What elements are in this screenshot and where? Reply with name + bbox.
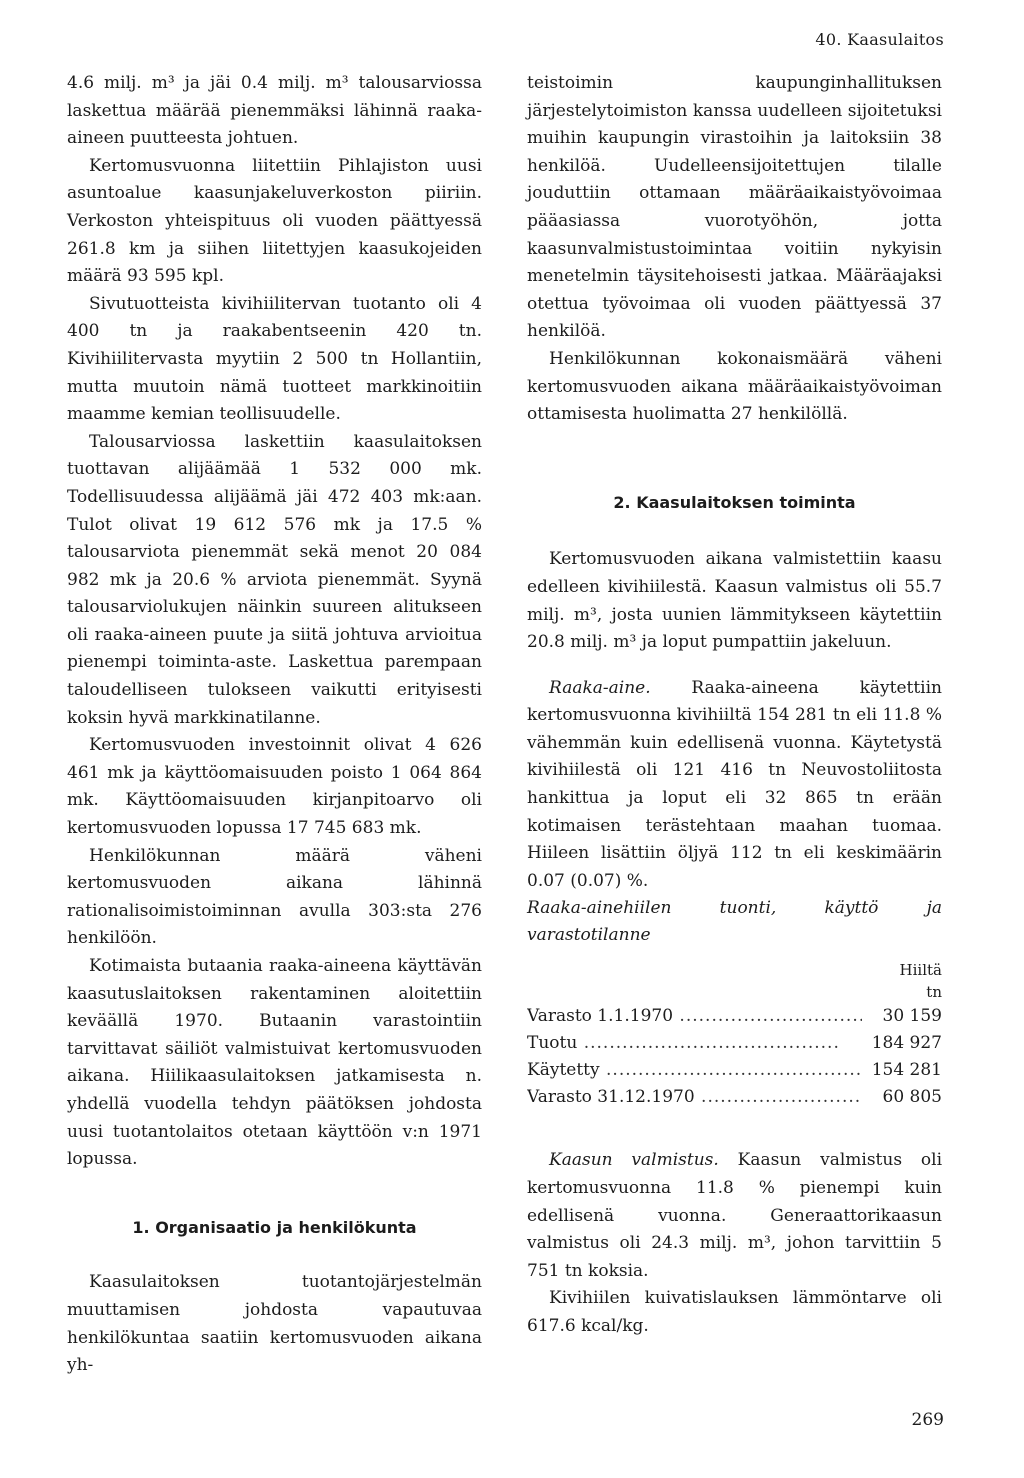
paragraph: Kertomusvuoden aikana valmistettiin kaasu edelleen kivihiilestä. Kaasun valmistus oli 55.7 milj. m³, josta uunien lämmitykseen käytettiin 20.8 milj. m³ ja loput pumpattiin jakeluun. — [527, 549, 942, 653]
row-label: Käytetty ..... — [527, 1057, 862, 1084]
row-label: Tuotu ..... — [527, 1030, 862, 1057]
paragraph: Talousarviossa laskettiin kaasulaitoksen tuottavan alijäämää 1 532 000 mk. Todellisuudessa alijäämä jäi 472 403 mk:aan. Tulot olivat 19 612 576 mk ja 17.5 % talousarviota pienemmät sekä menot 20 084 982 mk ja 20.6 % arviota pienemmät. Syynä talousarviolukujen näinkin suureen alitukseen oli raaka-aineen puute ja siitä johtuva arvioitua pienempi toiminta-aste. Laskettua parempaan taloudelliseen tulokseen vaikutti erityisesti koksin hyvä markkinatilanne. — [67, 431, 482, 728]
row-value: 30 159 — [882, 1006, 942, 1027]
running-header: 40. Kaasulaitos — [815, 30, 944, 49]
left-column — [67, 70, 482, 1380]
row-value: 184 927 — [871, 1033, 942, 1054]
gas-production-text: Kaasun valmistus oli kertomusvuonna 11.8 % pienempi kuin edellisenä vuonna. Generaattorikaasun valmistus oli 24.3 milj. m³, johon tarvittiin 5 751 tn koksia. — [527, 1150, 942, 1281]
right-column — [527, 70, 942, 1341]
page-number: 269 — [911, 1410, 944, 1430]
paragraph: Kivihiilen kuivatislauksen lämmöntarve oli 617.6 kcal/kg. — [527, 1288, 942, 1336]
column-header-line1: Hiiltä — [899, 961, 942, 980]
paragraph: Kaasulaitoksen tuotantojärjestelmän muuttamisen johdosta vapautuvaa henkilökuntaa saatiin kertomusvuoden aikana yh- — [67, 1272, 482, 1376]
row-value: 60 805 — [882, 1087, 942, 1108]
paragraph: Henkilökunnan määrä väheni kertomusvuoden aikana lähinnä rationalisoimistoiminnan avulla 303:sta 276 henkilöön. — [67, 845, 482, 949]
table-caption: Raaka-ainehiilen tuonti, käyttö ja varastotilanne — [527, 898, 942, 946]
column-header-line2: tn — [926, 983, 942, 1002]
row-value: 154 281 — [871, 1060, 942, 1081]
table-row — [527, 1084, 942, 1111]
row-label: Varasto 31.12.1970 ..... — [527, 1084, 862, 1111]
paragraph: Sivutuotteista kivihiilitervan tuotanto oli 4 400 tn ja raakabentseenin 420 tn. Kivihiilitervasta myytiin 2 500 tn Hollantiin, mutta muutoin nämä tuotteet markkinoitiin maamme kemian teollisuudelle. — [67, 293, 482, 425]
paragraph: Henkilökunnan kokonaismäärä väheni kertomusvuoden aikana määräaikaistyövoiman ottamisesta huolimatta 27 henkilöllä. — [527, 348, 942, 425]
paragraph: Kotimaista butaania raaka-aineena käyttävän kaasutuslaitoksen rakentaminen aloitettiin keväällä 1970. Butaanin varastointiin tarvittavat säiliöt valmistuivat kertomusvuoden aikana. Hiilikaasulaitoksen jatkamisesta n. yhdellä vuodella tehdyn päätöksen johdosta uusi tuotantolaitos otetaan käyttöön v:n 1971 lopussa. — [67, 956, 482, 1170]
raw-material-paragraph — [527, 675, 942, 896]
raw-material-text: Raaka-aineena käytettiin kertomusvuonna kivihiiltä 154 281 tn eli 11.8 % vähemmän kuin edellisenä vuonna. Käytetystä kivihiilestä oli 121 416 tn Neuvostoliitosta hankittua ja loput eli 32 865 tn erään kotimaisen terästehtaan maahan tuomaa. Hiileen lisättiin öljyä 112 tn eli keskimäärin 0.07 (0.07) %. — [527, 677, 942, 891]
paragraph: Kertomusvuonna liitettiin Pihlajiston uusi asuntoalue kaasunjakeluverkoston piiriin. Verkoston yhteispituus oli vuoden päättyessä 261.8 km ja siihen liitettyjen kaasukojeiden määrä 93 595 kpl. — [67, 155, 482, 287]
gas-production-lead: Kaasun valmistus. — [549, 1150, 719, 1171]
paragraph: 4.6 milj. m³ ja jäi 0.4 milj. m³ talousarviossa laskettua määrää pienemmäksi lähinnä raaka-aineen puutteesta johtuen. — [67, 73, 482, 149]
row-label: Varasto 1.1.1970 ..... — [527, 1003, 862, 1030]
section-heading-organisation: 1. Organisaatio ja henkilökunta — [132, 1217, 417, 1237]
column-header — [862, 959, 942, 1003]
table-row — [527, 1057, 942, 1084]
paragraph: Kertomusvuoden investoinnit olivat 4 626 461 mk ja käyttöomaisuuden poisto 1 064 864 mk. Käyttöomaisuuden kirjanpitoarvo oli kertomusvuoden lopussa 17 745 683 mk. — [67, 735, 482, 839]
raw-material-lead: Raaka-aine. — [549, 677, 651, 698]
gas-production-paragraph — [527, 1147, 942, 1285]
section-heading-operations: 2. Kaasulaitoksen toiminta — [613, 492, 856, 512]
table-row — [527, 1030, 942, 1057]
paragraph: teistoimin kaupunginhallituksen järjestelytoimiston kanssa uudelleen sijoitetuksi muihin kaupungin virastoihin ja laitoksiin 38 henkilöä. Uudelleensijoitettujen tilalle jouduttiin ottamaan määräaikaistyövoimaa pääasiassa vuorotyöhön, jotta kaasunvalmistustoimintaa voitiin nykyisin menetelmin täysitehoisesti jatkaa. Määräajaksi otettua työvoimaa oli vuoden päättyessä 37 henkilöä. — [527, 73, 942, 342]
table-header-row — [527, 959, 942, 1003]
coal-stock-table — [527, 959, 942, 1111]
table-row — [527, 1003, 942, 1030]
